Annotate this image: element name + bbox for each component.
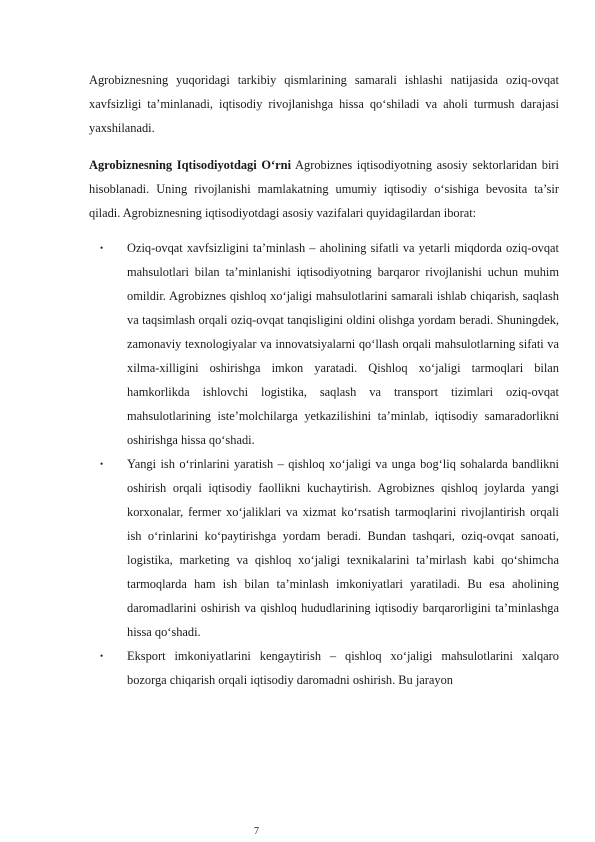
bullet-icon: •	[100, 651, 104, 661]
section-text: Agrobiznes iqtisodiyotning asosiy sektorlaridan biri hisoblanadi. Uning rivojlanishi mamlakatning umumiy iqtisodiy o‘sishiga bevosita ta’sir qiladi. Agrobiznesning iqtisodiyotdagi asosiy vazifalari quyidagilardan iborat:	[89, 158, 560, 220]
body-text	[89, 68, 559, 692]
list-item-text: Yangi ish o‘rinlarini yaratish – qishloq xo‘jaligi va unga bog‘liq sohalarda bandlikni oshirish orqali iqtisodiy faollikni kuchaytirish. Agrobiznes qishloq joylarda yangi korxonalar, fermer xo‘jaliklari va xizmat ko‘rsatish tarmoqlarini rivojlantirish orqali ish o‘rinlarini ko‘paytirishga yordam beradi. Bundan tashqari, oziq-ovqat sanoati, logistika, marketing va qishloq xo‘jaligi texnikalarini ta’mirlash kabi qo‘shimcha tarmoqlarda ham ish bilan ta’minlash imkoniyatlari yaratiladi. Bu esa aholining daromadlarini oshirish va qishloq hududlarining iqtisodiy barqarorligini ta’minlashga hissa qo‘shadi.	[127, 457, 559, 639]
list-item-text: Eksport imkoniyatlarini kengaytirish – qishloq xo‘jaligi mahsulotlarini xalqaro bozorga chiqarish orqali iqtisodiy daromadni oshirish. Bu jarayon	[127, 649, 559, 687]
list-item	[89, 644, 559, 692]
section-paragraph	[89, 153, 559, 225]
list-item	[89, 236, 559, 452]
bullet-list	[89, 236, 559, 692]
section-heading: Agrobiznesning Iqtisodiyotdagi O‘rni	[89, 158, 292, 172]
bullet-icon: •	[100, 243, 104, 253]
bullet-icon: •	[100, 459, 104, 469]
page-number: 7	[254, 826, 259, 837]
intro-paragraph: Agrobiznesning yuqoridagi tarkibiy qismlarining samarali ishlashi natijasida oziq-ovqat xavfsizligi ta’minlanadi, iqtisodiy rivojlanishga hissa qo‘shiladi va aholi turmush darajasi yaxshilanadi.	[89, 73, 559, 135]
list-item	[89, 452, 559, 644]
list-item-text: Oziq-ovqat xavfsizligini ta’minlash – aholining sifatli va yetarli miqdorda oziq-ovqat mahsulotlari bilan ta’minlanishi iqtisodiyotning barqaror rivojlanishi uchun muhim omildir. Agrobiznes qishloq xo‘jaligi mahsulotlarini samarali ishlab chiqarish, saqlash va taqsimlash orqali oziq-ovqat tanqisligini oldini olishga yordam beradi. Shuningdek, zamonaviy texnologiyalar va innovatsiyalarni qo‘llash orqali mahsulotlarning sifati va xilma-xilligini oshirishga imkon yaratadi. Qishloq xo‘jaligi tarmoqlari bilan hamkorlikda ishlovchi logistika, saqlash va transport tizimlari oziq-ovqat mahsulotlarining iste’molchilarga yetkazilishini ta’minlab, iqtisodiy samaradorlikni oshirishga hissa qo‘shadi.	[127, 241, 559, 447]
